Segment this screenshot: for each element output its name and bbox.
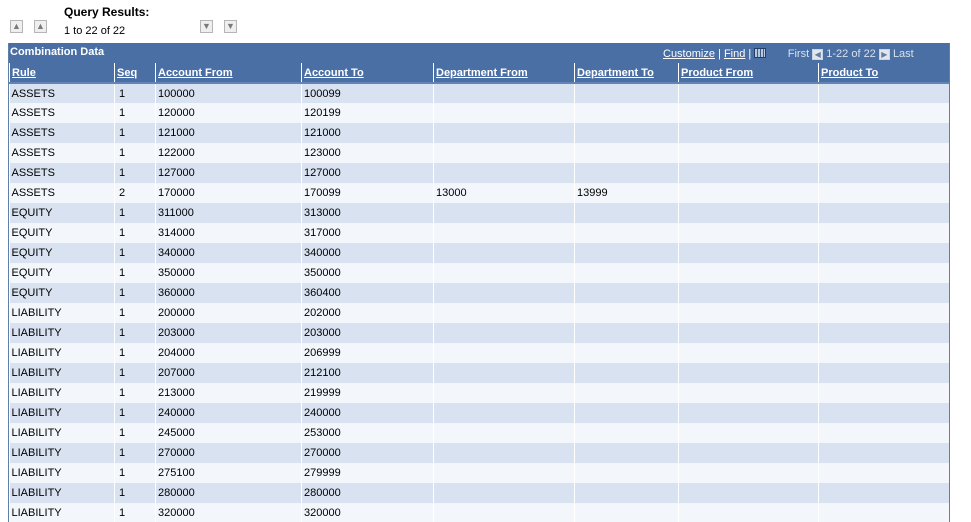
cell-product-to [819,83,950,103]
cell-department-from: 13000 [434,183,575,203]
col-header-seq[interactable]: Seq [115,63,156,83]
cell-product-to [819,323,950,343]
cell-department-from [434,503,575,522]
cell-department-to: 13999 [575,183,679,203]
cell-seq: 1 [115,503,156,522]
cell-account-from: 270000 [156,443,302,463]
cell-seq: 1 [115,303,156,323]
cell-product-to [819,283,950,303]
cell-department-to [575,483,679,503]
cell-account-to: 170099 [302,183,434,203]
table-row [10,223,950,243]
cell-seq: 1 [115,123,156,143]
cell-product-to [819,103,950,123]
cell-account-from: 200000 [156,303,302,323]
table-row [10,283,950,303]
cell-account-to: 320000 [302,503,434,522]
cell-department-from [434,403,575,423]
cell-account-from: 240000 [156,403,302,423]
table-row [10,203,950,223]
page-down-icon[interactable]: ▼ [200,20,213,33]
cell-product-from [679,323,819,343]
cell-seq: 1 [115,143,156,163]
cell-product-to [819,203,950,223]
cell-account-to: 240000 [302,403,434,423]
cell-product-to [819,463,950,483]
cell-seq: 1 [115,423,156,443]
table-row [10,323,950,343]
cell-product-to [819,503,950,522]
cell-account-to: 202000 [302,303,434,323]
table-row [10,143,950,163]
page-up-icon[interactable]: ▲ [34,20,47,33]
cell-department-to [575,443,679,463]
results-table [9,63,950,522]
cell-product-from [679,163,819,183]
cell-seq: 1 [115,383,156,403]
cell-account-from: 213000 [156,383,302,403]
cell-department-to [575,283,679,303]
cell-product-from [679,243,819,263]
grid-header-bar [9,43,949,63]
cell-account-to: 121000 [302,123,434,143]
cell-department-from [434,203,575,223]
cell-rule: LIABILITY [10,383,115,403]
cell-account-from: 203000 [156,323,302,343]
cell-seq: 1 [115,163,156,183]
cell-department-to [575,323,679,343]
cell-account-to: 203000 [302,323,434,343]
next-icon[interactable]: ▶ [879,49,890,60]
combination-data-grid [8,43,950,522]
cell-department-from [434,143,575,163]
cell-department-from [434,283,575,303]
separator: | [748,48,752,60]
cell-seq: 1 [115,323,156,343]
cell-department-from [434,463,575,483]
cell-rule: LIABILITY [10,503,115,522]
cell-rule: EQUITY [10,263,115,283]
cell-rule: ASSETS [10,143,115,163]
last-link[interactable]: Last [892,48,914,60]
col-header-account-from[interactable]: Account From [156,63,302,83]
cell-product-from [679,183,819,203]
cell-account-from: 127000 [156,163,302,183]
cell-department-to [575,403,679,423]
cell-account-to: 253000 [302,423,434,443]
grid-title: Combination Data [10,46,105,58]
cell-product-from [679,363,819,383]
cell-product-to [819,363,950,383]
cell-product-from [679,103,819,123]
cell-department-from [434,263,575,283]
cell-rule: LIABILITY [10,323,115,343]
results-count: 1 to 22 of 22 [64,25,126,37]
table-row [10,123,950,143]
cell-account-to: 120199 [302,103,434,123]
cell-account-to: 123000 [302,143,434,163]
table-row [10,423,950,443]
table-row [10,503,950,522]
separator: | [718,48,721,60]
cell-seq: 1 [115,363,156,383]
cell-department-to [575,143,679,163]
cell-rule: EQUITY [10,243,115,263]
cell-product-from [679,263,819,283]
cell-account-from: 204000 [156,343,302,363]
cell-department-to [575,163,679,183]
cell-account-to: 127000 [302,163,434,183]
cell-account-to: 279999 [302,463,434,483]
customize-link[interactable]: Customize [663,48,715,60]
cell-department-to [575,103,679,123]
cell-rule: LIABILITY [10,483,115,503]
cell-department-to [575,343,679,363]
cell-department-to [575,383,679,403]
cell-department-from [434,383,575,403]
table-row [10,183,950,203]
cell-product-to [819,483,950,503]
table-row [10,303,950,323]
cell-department-from [434,103,575,123]
cell-rule: LIABILITY [10,403,115,423]
cell-product-from [679,463,819,483]
cell-account-to: 350000 [302,263,434,283]
cell-rule: LIABILITY [10,443,115,463]
cell-seq: 1 [115,243,156,263]
cell-seq: 1 [115,483,156,503]
cell-account-to: 360400 [302,283,434,303]
cell-seq: 1 [115,403,156,423]
range-text: 1-22 of 22 [826,48,876,60]
cell-product-from [679,83,819,103]
cell-department-from [434,163,575,183]
cell-department-to [575,203,679,223]
table-body [10,83,950,522]
cell-product-from [679,383,819,403]
cell-product-to [819,223,950,243]
cell-department-from [434,223,575,243]
query-results-title: Query Results: [64,5,150,19]
col-header-department-from[interactable]: Department From [434,63,575,83]
table-row [10,103,950,123]
cell-rule: LIABILITY [10,463,115,483]
top-icon[interactable]: ▲ [10,20,23,33]
cell-account-from: 314000 [156,223,302,243]
cell-seq: 2 [115,183,156,203]
find-link[interactable]: Find [723,48,746,60]
cell-product-to [819,303,950,323]
cell-department-to [575,463,679,483]
cell-product-to [819,403,950,423]
cell-account-from: 280000 [156,483,302,503]
col-header-rule[interactable]: Rule [10,63,115,83]
cell-account-from: 350000 [156,263,302,283]
cell-account-to: 212100 [302,363,434,383]
previous-icon[interactable]: ◀ [812,49,823,60]
cell-rule: LIABILITY [10,363,115,383]
table-row [10,383,950,403]
col-header-department-to[interactable]: Department To [575,63,679,83]
cell-account-to: 219999 [302,383,434,403]
cell-account-from: 275100 [156,463,302,483]
cell-rule: LIABILITY [10,343,115,363]
cell-account-from: 360000 [156,283,302,303]
cell-department-from [434,363,575,383]
cell-product-to [819,163,950,183]
cell-department-from [434,303,575,323]
cell-department-from [434,483,575,503]
cell-department-to [575,363,679,383]
cell-product-to [819,383,950,403]
cell-account-to: 313000 [302,203,434,223]
cell-seq: 1 [115,443,156,463]
cell-seq: 1 [115,203,156,223]
col-header-product-to[interactable]: Product To [819,63,950,83]
cell-department-to [575,123,679,143]
cell-product-from [679,423,819,443]
cell-product-to [819,423,950,443]
cell-product-from [679,223,819,243]
cell-rule: EQUITY [10,203,115,223]
cell-department-to [575,303,679,323]
cell-seq: 1 [115,103,156,123]
cell-rule: LIABILITY [10,303,115,323]
cell-account-to: 100099 [302,83,434,103]
cell-rule: ASSETS [10,103,115,123]
cell-product-to [819,183,950,203]
cell-department-to [575,243,679,263]
cell-department-to [575,83,679,103]
cell-product-to [819,123,950,143]
cell-seq: 1 [115,463,156,483]
cell-account-from: 311000 [156,203,302,223]
cell-product-from [679,283,819,303]
cell-seq: 1 [115,283,156,303]
cell-account-to: 340000 [302,243,434,263]
cell-product-from [679,343,819,363]
table-row [10,443,950,463]
cell-seq: 1 [115,223,156,243]
cell-rule: EQUITY [10,283,115,303]
bottom-icon[interactable]: ▼ [224,20,237,33]
cell-product-from [679,123,819,143]
cell-account-to: 270000 [302,443,434,463]
cell-account-from: 245000 [156,423,302,443]
cell-account-from: 120000 [156,103,302,123]
cell-rule: LIABILITY [10,423,115,443]
cell-department-to [575,263,679,283]
table-row [10,463,950,483]
cell-product-from [679,143,819,163]
table-row [10,243,950,263]
cell-product-to [819,443,950,463]
first-link[interactable]: First [787,48,810,60]
download-spreadsheet-icon[interactable] [754,48,766,58]
cell-department-to [575,223,679,243]
cell-account-to: 206999 [302,343,434,363]
table-row [10,363,950,383]
query-results-header [0,0,971,42]
cell-account-to: 280000 [302,483,434,503]
cell-product-to [819,243,950,263]
cell-product-from [679,403,819,423]
col-header-product-from[interactable]: Product From [679,63,819,83]
cell-department-from [434,83,575,103]
table-row [10,163,950,183]
table-row [10,343,950,363]
cell-department-from [434,423,575,443]
table-row [10,483,950,503]
cell-rule: ASSETS [10,163,115,183]
cell-account-from: 122000 [156,143,302,163]
cell-account-from: 207000 [156,363,302,383]
cell-product-to [819,143,950,163]
table-row [10,83,950,103]
cell-account-to: 317000 [302,223,434,243]
cell-department-to [575,503,679,522]
cell-account-from: 121000 [156,123,302,143]
cell-seq: 1 [115,343,156,363]
cell-product-to [819,263,950,283]
cell-department-from [434,343,575,363]
cell-seq: 1 [115,263,156,283]
cell-rule: ASSETS [10,183,115,203]
cell-department-from [434,243,575,263]
cell-product-from [679,483,819,503]
table-row [10,263,950,283]
col-header-account-to[interactable]: Account To [302,63,434,83]
column-header-row [10,63,950,83]
cell-rule: ASSETS [10,123,115,143]
cell-account-from: 340000 [156,243,302,263]
cell-product-from [679,503,819,522]
table-row [10,403,950,423]
cell-account-from: 100000 [156,83,302,103]
cell-rule: ASSETS [10,83,115,103]
cell-product-from [679,443,819,463]
cell-rule: EQUITY [10,223,115,243]
cell-department-to [575,423,679,443]
cell-department-from [434,443,575,463]
cell-department-from [434,123,575,143]
grid-controls [663,48,914,60]
cell-department-from [434,323,575,343]
cell-product-to [819,343,950,363]
cell-seq: 1 [115,83,156,103]
cell-product-from [679,203,819,223]
cell-account-from: 320000 [156,503,302,522]
cell-account-from: 170000 [156,183,302,203]
cell-product-from [679,303,819,323]
